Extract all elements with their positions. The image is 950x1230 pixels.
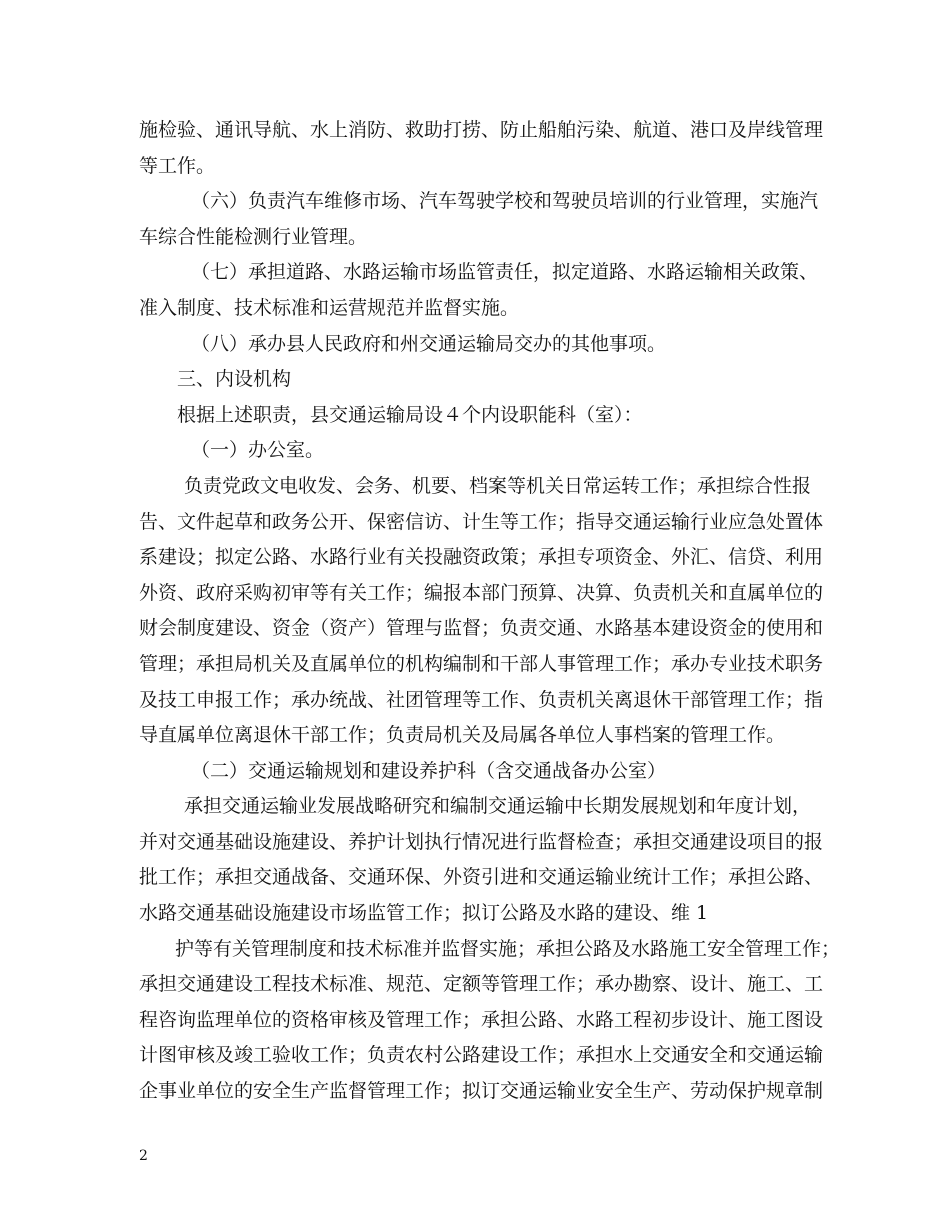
text-line: 批工作；承担交通战备、交通环保、外资引进和交通运输业统计工作；承担公路、 (139, 866, 824, 889)
text-line: 财会制度建设、资金（资产）管理与监督；负责交通、水路基本建设资金的使用和 (139, 617, 824, 640)
text-line: （七）承担道路、水路运输市场监管责任，拟定道路、水路运输相关政策、 (191, 261, 819, 284)
text-line: 外资、政府采购初审等有关工作；编报本部门预算、决算、负责机关和直属单位的 (139, 581, 824, 604)
text-line: 护等有关管理制度和技术标准并监督实施；承担公路及水路施工安全管理工作； (175, 937, 841, 960)
text-line: 施检验、通讯导航、水上消防、救助打捞、防止船舶污染、航道、港口及岸线管理 (139, 119, 824, 141)
text-line: 企事业单位的安全生产监督管理工作；拟订交通运输业安全生产、劳动保护规章制 (139, 1080, 824, 1103)
text-line: 计图审核及竣工验收工作；负责农村公路建设工作；承担水上交通安全和交通运输 (139, 1044, 824, 1067)
text-line: 系建设；拟定公路、水路行业有关投融资政策；承担专项资金、外汇、信贷、利用 (139, 546, 824, 569)
text-line: 导直属单位离退休干部工作；负责局机关及局属各单位人事档案的管理工作。 (139, 724, 786, 747)
text-line: 及技工申报工作；承办统战、社团管理等工作、负责机关离退休干部管理工作；指 (139, 688, 824, 711)
text-line: 并对交通基础设施建设、养护计划执行情况进行监督检查；承担交通建设项目的报 (139, 830, 824, 853)
text-line: 水路交通基础设施建设市场监管工作；拟订公路及水路的建设、维 1 (139, 902, 709, 925)
text-line: 负责党政文电收发、会务、机要、档案等机关日常运转工作；承担综合性报 (184, 474, 812, 497)
text-line: 承担交通运输业发展战略研究和编制交通运输中长期发展规划和年度计划， (184, 795, 812, 818)
text-line: 管理；承担局机关及直属单位的机构编制和干部人事管理工作；承办专业技术职务 (139, 652, 824, 675)
subsection-heading: （二）交通运输规划和建设养护科（含交通战备办公室） (191, 759, 667, 782)
text-line: 承担交通建设工程技术标准、规范、定额等管理工作；承办勘察、设计、施工、工 (139, 973, 824, 996)
page-number: 2 (139, 1148, 148, 1164)
text-line: 车综合性能检测行业管理。 (139, 225, 368, 248)
section-heading: 三、内设机构 (177, 368, 292, 391)
document-body (139, 113, 841, 1110)
text-line: 等工作。 (139, 154, 216, 177)
subsection-heading: （一）办公室。 (191, 439, 325, 462)
text-line: 准入制度、技术标准和运营规范并监督实施。 (139, 296, 520, 319)
text-line: 根据上述职责，县交通运输局设４个内设职能科（室）： (177, 403, 643, 426)
text-line: （八）承办县人民政府和州交通运输局交办的其他事项。 (191, 332, 667, 355)
text-line: （六）负责汽车维修市场、汽车驾驶学校和驾驶员培训的行业管理，实施汽 (191, 190, 819, 213)
text-line: 告、文件起草和政务公开、保密信访、计生等工作；指导交通运输行业应急处置体 (139, 510, 824, 533)
text-line: 程咨询监理单位的资格审核及管理工作；承担公路、水路工程初步设计、施工图设 (139, 1008, 824, 1031)
